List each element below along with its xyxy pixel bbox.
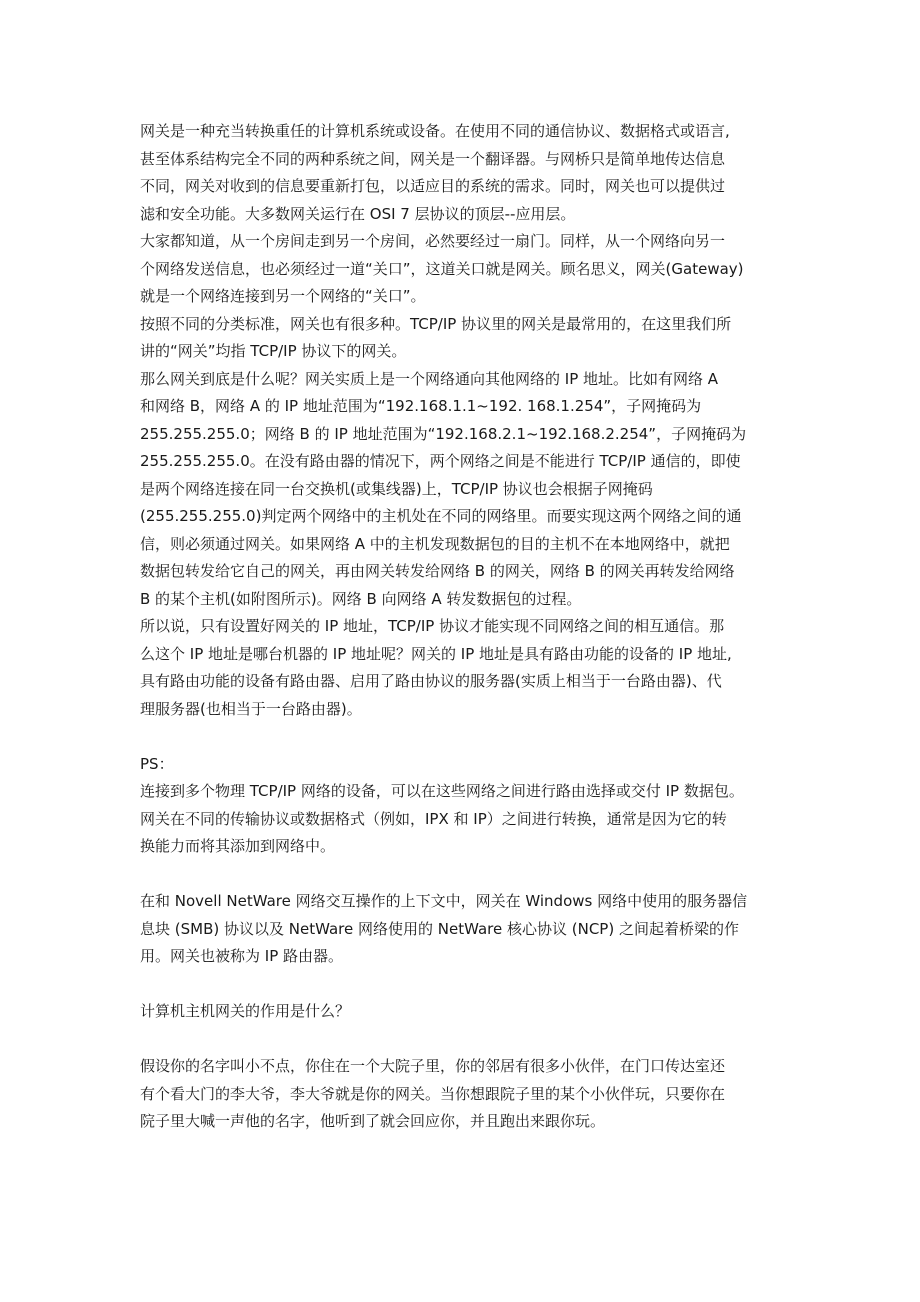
text-line: 和网络 B，网络 A 的 IP 地址范围为“192.168.1.1~192. 168.1.254”，子网掩码为 <box>140 397 702 415</box>
text-line: 不同，网关对收到的信息要重新打包，以适应目的系统的需求。同时，网关也可以提供过 <box>140 177 726 195</box>
document-body <box>140 118 800 1136</box>
text-line: 滤和安全功能。大多数网关运行在 OSI 7 层协议的顶层--应用层。 <box>140 204 576 223</box>
text-line: 信，则必须通过网关。如果网络 A 中的主机发现数据包的目的主机不在本地网络中，就把 <box>140 534 730 553</box>
paragraph-netware <box>140 888 800 971</box>
blank-line <box>140 1026 800 1054</box>
text-line: 所以说，只有设置好网关的 IP 地址，TCP/IP 协议才能实现不同网络之间的相互通信。那 <box>140 617 725 635</box>
text-line: 是两个网络连接在同一台交换机(或集线器)上，TCP/IP 协议也会根据子网掩码 <box>140 479 653 498</box>
text-line: 么这个 IP 地址是哪台机器的 IP 地址呢？网关的 IP 地址是具有路由功能的设备的 IP 地址, <box>140 644 732 663</box>
text-line: 有个看大门的李大爷，李大爷就是你的网关。当你想跟院子里的某个小伙伴玩，只要你在 <box>140 1084 726 1103</box>
paragraph-gateway-intro <box>140 118 800 723</box>
text-line: (255.255.255.0)判定两个网络中的主机处在不同的网络里。而要实现这两个网络之间的通 <box>140 507 742 525</box>
text-line: 按照不同的分类标准，网关也有很多种。TCP/IP 协议里的网关是最常用的，在这里我们所 <box>140 314 732 333</box>
text-line: 用。网关也被称为 IP 路由器。 <box>140 947 344 965</box>
text-line: 息块 (SMB) 协议以及 NetWare 网络使用的 NetWare 核心协议 (NCP) 之间起着桥梁的作 <box>140 919 739 938</box>
text-line: 理服务器(也相当于一台路由器)。 <box>140 699 362 718</box>
text-line: 网关在不同的传输协议或数据格式（例如，IPX 和 IP）之间进行转换，通常是因为它的转 <box>140 809 727 828</box>
text-line: 在和 Novell NetWare 网络交互操作的上下文中，网关在 Windows 网络中使用的服务器信 <box>140 892 748 910</box>
blank-line <box>140 971 800 999</box>
paragraph-ps-note <box>140 751 800 861</box>
paragraph-analogy <box>140 1053 800 1136</box>
text-line: 255.255.255.0；网络 B 的 IP 地址范围为“192.168.2.1~192.168.2.254”，子网掩码为 <box>140 424 747 443</box>
section-question <box>140 998 800 1026</box>
text-line: 连接到多个物理 TCP/IP 网络的设备，可以在这些网络之间进行路由选择或交付 IP 数据包。 <box>140 782 744 800</box>
text-line: 具有路由功能的设备有路由器、启用了路由协议的服务器(实质上相当于一台路由器)、代 <box>140 672 722 690</box>
blank-line <box>140 861 800 889</box>
text-line: 那么网关到底是什么呢？网关实质上是一个网络通向其他网络的 IP 地址。比如有网络 A <box>140 369 719 388</box>
text-line: 讲的“网关”均指 TCP/IP 协议下的网关。 <box>140 342 407 360</box>
text-line: PS： <box>140 754 174 773</box>
text-line: 假设你的名字叫小不点，你住在一个大院子里，你的邻居有很多小伙伴，在门口传达室还 <box>140 1057 726 1075</box>
text-line: 网关是一种充当转换重任的计算机系统或设备。在使用不同的通信协议、数据格式或语言, <box>140 122 730 140</box>
blank-line <box>140 723 800 751</box>
text-line: 个网络发送信息，也必须经过一道“关口”，这道关口就是网关。顾名思义，网关(Gateway) <box>140 259 744 278</box>
text-line: 就是一个网络连接到另一个网络的“关口”。 <box>140 287 426 305</box>
text-line: 甚至体系结构完全不同的两种系统之间，网关是一个翻译器。与网桥只是简单地传达信息 <box>140 149 726 168</box>
text-line: 数据包转发给它自己的网关，再由网关转发给网络 B 的网关，网络 B 的网关再转发给网络 <box>140 562 735 580</box>
question-heading: 计算机主机网关的作用是什么？ <box>140 1002 351 1020</box>
text-line: 大家都知道，从一个房间走到另一个房间，必然要经过一扇门。同样，从一个网络向另一 <box>140 232 726 250</box>
text-line: 院子里大喊一声他的名字，他听到了就会回应你，并且跑出来跟你玩。 <box>140 1112 606 1130</box>
text-line: 换能力而将其添加到网络中。 <box>140 837 336 855</box>
text-line: 255.255.255.0。在没有路由器的情况下，两个网络之间是不能进行 TCP/IP 通信的，即使 <box>140 452 741 470</box>
text-line: B 的某个主机(如附图所示)。网络 B 向网络 A 转发数据包的过程。 <box>140 589 582 608</box>
